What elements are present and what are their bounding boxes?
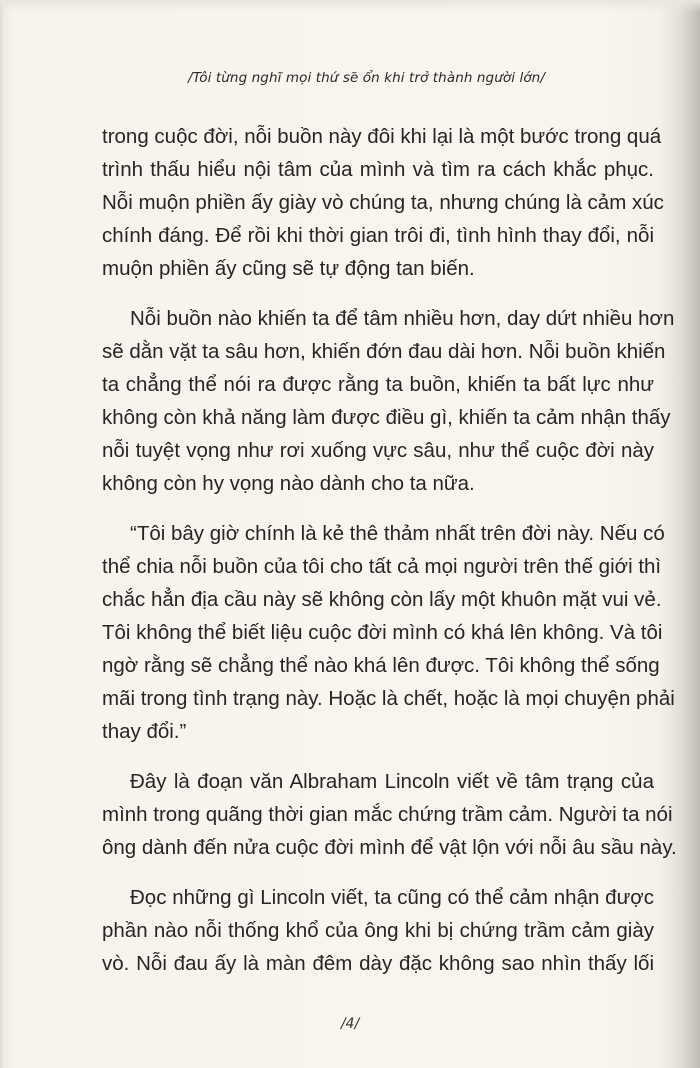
- paragraph: [102, 881, 654, 980]
- running-head: /Tôi từng nghĩ mọi thứ sẽ ổn khi trở thành người lớn/: [187, 70, 545, 86]
- page-top-shadow: [0, 0, 700, 12]
- text-line: thể chia nỗi buồn của tôi cho tất cả mọi người trên thế giới thì: [102, 555, 662, 578]
- text-line: nỗi tuyệt vọng như rơi xuống vực sâu, như thể cuộc đời này: [102, 439, 654, 462]
- text-line: mình trong quãng thời gian mắc chứng trầm cảm. Người ta nói: [102, 803, 673, 826]
- text-line: ngờ rằng sẽ chẳng thể nào khá lên được. Tôi không thể sống: [102, 654, 660, 677]
- body-text: [102, 120, 677, 997]
- text-line: Tôi không thể biết liệu cuộc đời mình có khá lên không. Và tôi: [102, 621, 663, 644]
- text-line: Đây là đoạn văn Albraham Lincoln viết về tâm trạng của: [130, 770, 654, 793]
- text-line: ta chẳng thể nói ra được rằng ta buồn, khiến ta bất lực như: [102, 373, 654, 396]
- text-line: Nỗi buồn nào khiến ta để tâm nhiều hơn, day dứt nhiều hơn: [130, 307, 675, 330]
- text-line: vò. Nỗi đau ấy là màn đêm dày đặc không sao nhìn thấy lối: [102, 952, 654, 975]
- text-line: không còn khả năng làm được điều gì, khiến ta cảm nhận thấy: [102, 406, 671, 429]
- text-line: Nỗi muộn phiền ấy giày vò chúng ta, nhưng chúng là cảm xúc: [102, 191, 664, 214]
- text-line: “Tôi bây giờ chính là kẻ thê thảm nhất trên đời này. Nếu có: [130, 522, 665, 545]
- text-line: mãi trong tình trạng này. Hoặc là chết, hoặc là mọi chuyện phải: [102, 687, 675, 710]
- paragraph: [102, 302, 675, 500]
- text-line: trong cuộc đời, nỗi buồn này đôi khi lại là một bước trong quá: [102, 125, 662, 148]
- text-line: Đọc những gì Lincoln viết, ta cũng có thể cảm nhận được: [130, 886, 654, 909]
- text-line: trình thấu hiểu nội tâm của mình và tìm ra cách khắc phục.: [102, 158, 654, 181]
- text-line: phần nào nỗi thống khổ của ông khi bị chứng trầm cảm giày: [102, 919, 654, 942]
- text-line: chính đáng. Để rồi khi thời gian trôi đi, tình hình thay đổi, nỗi: [102, 224, 654, 247]
- text-line: muộn phiền ấy cũng sẽ tự động tan biến.: [102, 257, 475, 280]
- text-line: sẽ dằn vặt ta sâu hơn, khiến đớn đau dài hơn. Nỗi buồn khiến: [102, 340, 666, 363]
- text-line: chắc hẳn địa cầu này sẽ không còn lấy một khuôn mặt vui vẻ.: [102, 588, 662, 611]
- text-line: ông dành đến nửa cuộc đời mình để vật lộn với nỗi âu sầu này.: [102, 836, 677, 859]
- text-line: không còn hy vọng nào dành cho ta nữa.: [102, 472, 475, 495]
- page-number: /4/: [340, 1016, 360, 1032]
- text-line: thay đổi.”: [102, 720, 187, 743]
- quote-paragraph: [102, 517, 675, 748]
- paragraph: [102, 120, 664, 285]
- paragraph: [102, 765, 677, 864]
